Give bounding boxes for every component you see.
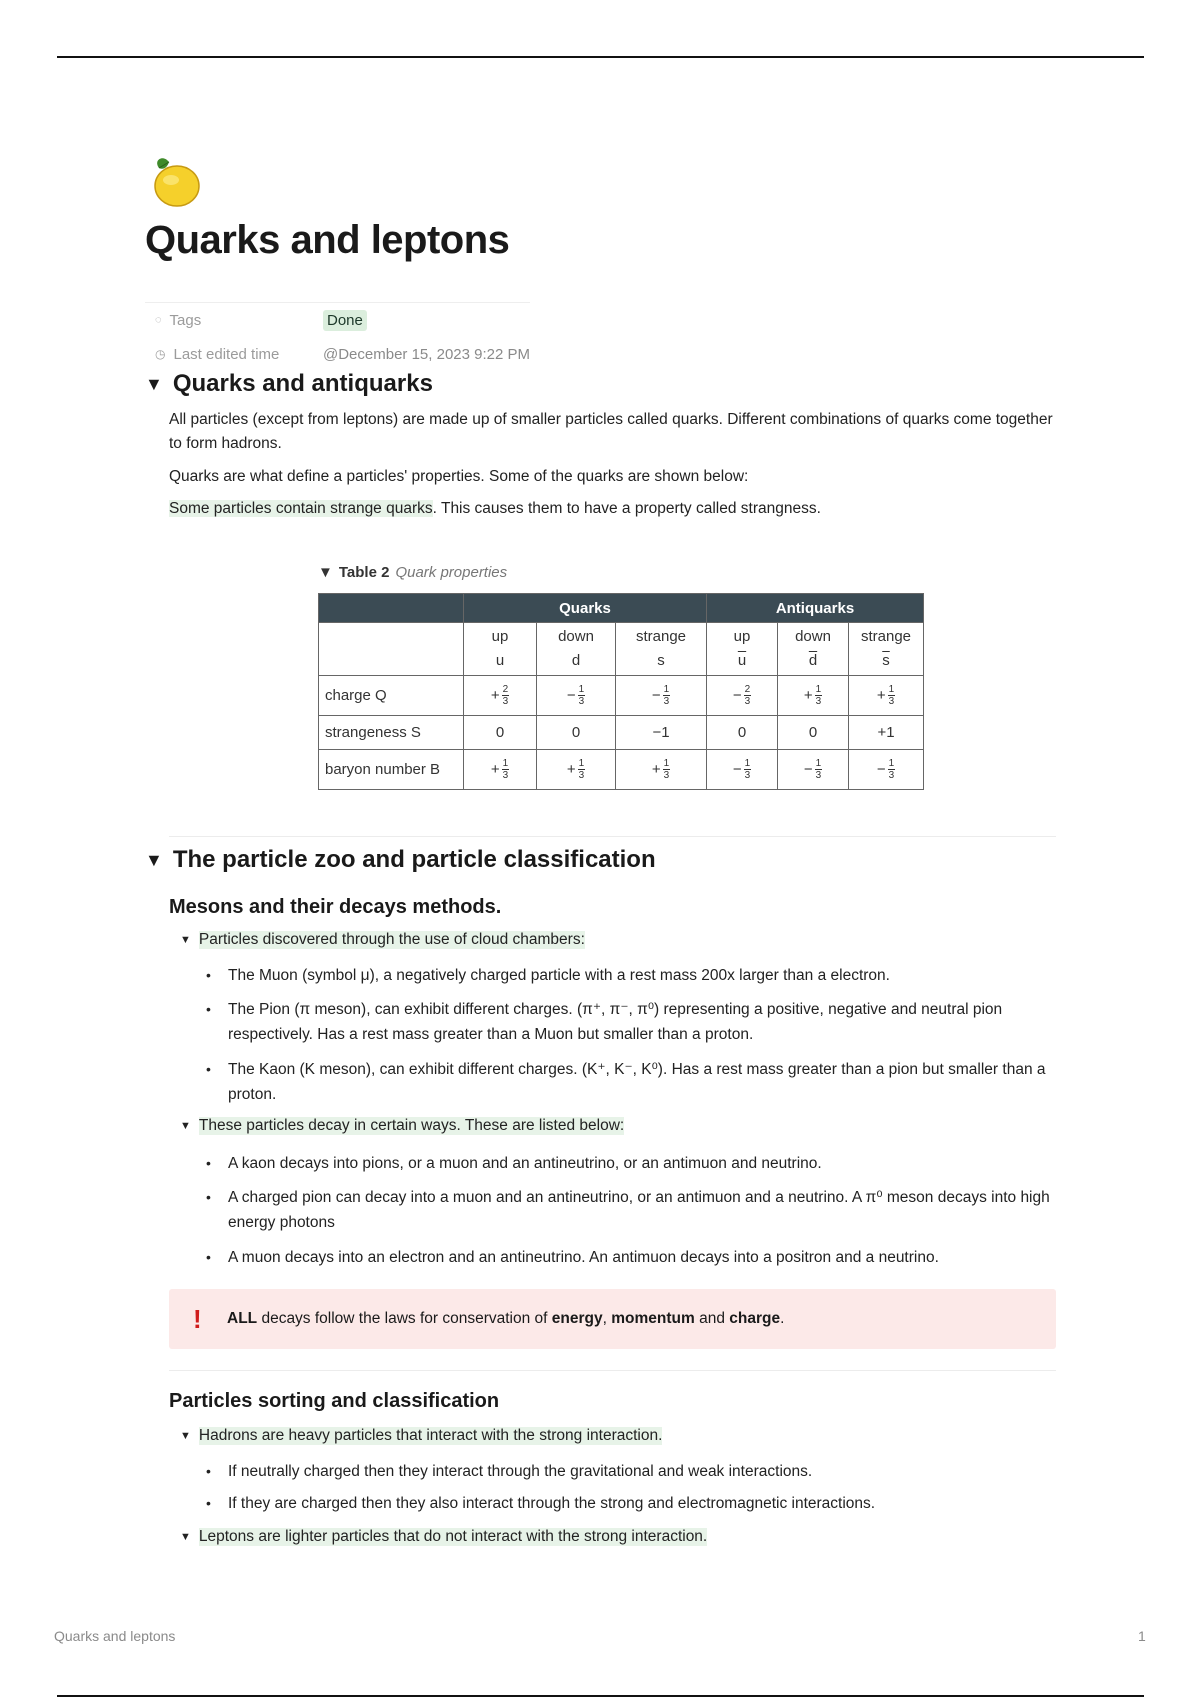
caption-number: Table 2 — [338, 564, 390, 581]
toggle-label: Leptons are lighter particles that do not interact with the strong interaction. — [198, 1528, 708, 1545]
edited-property — [145, 337, 530, 371]
list-item-text: If they are charged then they also interact through the strong and electromagnetic interactions. — [228, 1495, 876, 1512]
callout-text: ALL decays follow the laws for conservation of energy, momentum and charge. — [227, 1310, 785, 1327]
toggle-cloud-chambers[interactable] — [180, 931, 585, 949]
table-cell: − $\frac{1}{3}$ — [778, 750, 849, 790]
toggle-leptons[interactable] — [180, 1528, 707, 1546]
section-divider — [169, 1370, 1056, 1371]
col-header: up $\overline{u}$ — [707, 623, 778, 676]
paragraph-strange — [169, 497, 1069, 521]
row-label: strangeness S — [319, 716, 464, 750]
bottom-rule — [57, 1695, 1144, 1697]
page-properties — [145, 302, 530, 371]
edited-value: @December 15, 2023 9:22 PM — [323, 345, 531, 363]
table-cell: + $\frac{1}{3}$ — [778, 676, 849, 716]
toggle-decays[interactable] — [180, 1117, 624, 1135]
list-item-text: A muon decays into an electron and an antineutrino. An antimuon decays into a positron and a neutrino. — [228, 1249, 939, 1266]
list-item: • If they are charged then they also interact through the strong and electromagnetic interactions. — [206, 1491, 1066, 1516]
toggle-open-icon[interactable]: ▼ — [180, 934, 191, 946]
table-cell: + $\frac{2}{3}$ — [464, 676, 537, 716]
toggle-open-icon[interactable]: ▼ — [180, 1430, 191, 1442]
toggle-label: These particles decay in certain ways. These are listed below: — [198, 1117, 625, 1134]
table-row — [319, 750, 924, 790]
table-cell: + $\frac{1}{3}$ — [464, 750, 537, 790]
highlight-strange: Some particles contain strange quarks — [169, 500, 433, 517]
edited-label: Last edited time — [173, 345, 280, 363]
header-empty — [319, 623, 464, 676]
group-quarks: Quarks — [464, 594, 707, 623]
tag-icon: ◌ — [155, 314, 162, 326]
section-divider — [169, 836, 1056, 837]
list-item: • The Kaon (K meson), can exhibit different charges. (K⁺, K⁻, K⁰). Has a rest mass greater than a pion but smaller than a proton. — [206, 1057, 1066, 1107]
list-item-text: If neutrally charged then they interact through the gravitational and weak interactions. — [228, 1463, 813, 1480]
table-cell: 0 — [707, 716, 778, 750]
table-cell: +1 — [849, 716, 924, 750]
list-item-text: The Muon (symbol μ), a negatively charged particle with a rest mass 200x larger than a electron. — [228, 967, 890, 984]
toggle-open-icon[interactable]: ▼ — [180, 1120, 191, 1132]
table-cell: − $\frac{1}{3}$ — [537, 676, 616, 716]
toggle-heading-quarks[interactable] — [145, 370, 433, 398]
table-row — [319, 716, 924, 750]
heading-quarks: Quarks and antiquarks — [172, 370, 433, 397]
footer-title: Quarks and leptons — [54, 1628, 176, 1644]
row-label: baryon number B — [319, 750, 464, 790]
table-cell: + $\frac{1}{3}$ — [849, 676, 924, 716]
caption-triangle-icon: ▼ — [318, 564, 333, 581]
table-row — [319, 676, 924, 716]
toggle-open-icon[interactable]: ▼ — [180, 1531, 191, 1543]
toggle-label: Particles discovered through the use of cloud chambers: — [198, 931, 585, 948]
quark-properties-table — [318, 593, 924, 790]
strange-rest: . This causes them to have a property called strangness. — [432, 500, 821, 517]
col-header: down d — [537, 623, 616, 676]
table-cell: − $\frac{1}{3}$ — [616, 676, 707, 716]
col-header: down $\overline{d}$ — [778, 623, 849, 676]
table-cell: + $\frac{1}{3}$ — [616, 750, 707, 790]
top-rule — [57, 56, 1144, 58]
table-cell: −1 — [616, 716, 707, 750]
tags-label: Tags — [169, 311, 202, 329]
toggle-label: Hadrons are heavy particles that interact with the strong interaction. — [198, 1427, 663, 1444]
table-cell: − $\frac{1}{3}$ — [849, 750, 924, 790]
toggle-hadrons[interactable] — [180, 1427, 662, 1445]
heading-mesons: Mesons and their decays methods. — [169, 896, 502, 918]
tags-property[interactable] — [145, 303, 530, 337]
col-header: strange s — [616, 623, 707, 676]
list-item: • A charged pion can decay into a muon and an antineutrino, or an antimuon and a neutrino. A π⁰ meson decays into high energy photons — [206, 1185, 1066, 1235]
paragraph-quarks-define: Quarks are what define a particles' properties. Some of the quarks are shown below: — [169, 468, 749, 485]
table-cell: − $\frac{1}{3}$ — [707, 750, 778, 790]
table-cell: 0 — [537, 716, 616, 750]
status-badge[interactable]: Done — [323, 310, 367, 331]
toggle-open-icon[interactable]: ▼ — [145, 373, 163, 394]
list-item-text: A kaon decays into pions, or a muon and an antineutrino, or an antimuon and neutrino. — [228, 1155, 822, 1172]
heading-zoo: The particle zoo and particle classification — [172, 846, 656, 873]
table-cell: 0 — [464, 716, 537, 750]
paragraph-quarks-intro: All particles (except from leptons) are made up of smaller particles called quarks. Different combinations of quarks come together to form hadrons. — [169, 411, 1053, 452]
page-title: Quarks and leptons — [145, 218, 510, 262]
exclamation-icon: ! — [193, 1303, 202, 1334]
table-corner — [319, 594, 464, 623]
toggle-heading-zoo[interactable] — [145, 846, 656, 874]
callout-conservation — [169, 1289, 1056, 1349]
list-item-text: A charged pion can decay into a muon and an antineutrino, or an antimuon and a neutrino. A π⁰ meson decays into high energy photons — [228, 1189, 1050, 1231]
list-item-text: The Kaon (K meson), can exhibit different charges. (K⁺, K⁻, K⁰). Has a rest mass greater than a pion but smaller than a proton. — [228, 1061, 1046, 1103]
group-antiquarks: Antiquarks — [707, 594, 924, 623]
col-header: strange $\overline{s}$ — [849, 623, 924, 676]
col-header: up u — [464, 623, 537, 676]
table-cell: − $\frac{2}{3}$ — [707, 676, 778, 716]
list-item: • The Muon (symbol μ), a negatively charged particle with a rest mass 200x larger than a electron. — [206, 963, 1066, 988]
page-number: 1 — [1138, 1628, 1146, 1644]
table-cell: + $\frac{1}{3}$ — [537, 750, 616, 790]
heading-sorting: Particles sorting and classification — [169, 1390, 500, 1412]
list-item: • A kaon decays into pions, or a muon and an antineutrino, or an antimuon and neutrino. — [206, 1151, 1066, 1176]
table-cell: 0 — [778, 716, 849, 750]
toggle-open-icon[interactable]: ▼ — [145, 849, 163, 870]
clock-icon: ◷ — [155, 347, 166, 361]
list-item: • A muon decays into an electron and an antineutrino. An antimuon decays into a positron and a neutrino. — [206, 1245, 1066, 1270]
table-caption — [318, 564, 507, 581]
row-label: charge Q — [319, 676, 464, 716]
list-item: • The Pion (π meson), can exhibit different charges. (π⁺, π⁻, π⁰) representing a positive, negative and neutral pion respectively. Has a rest mass greater than a Muon but smaller than a proton. — [206, 997, 1066, 1047]
lemon-icon — [145, 152, 205, 212]
caption-title: Quark properties — [395, 564, 508, 581]
list-item: • If neutrally charged then they interact through the gravitational and weak interactions. — [206, 1459, 1066, 1484]
list-item-text: The Pion (π meson), can exhibit different charges. (π⁺, π⁻, π⁰) representing a positive, negative and neutral pion respectively. Has a rest mass greater than a Muon but smaller than a proton. — [228, 1001, 1003, 1043]
